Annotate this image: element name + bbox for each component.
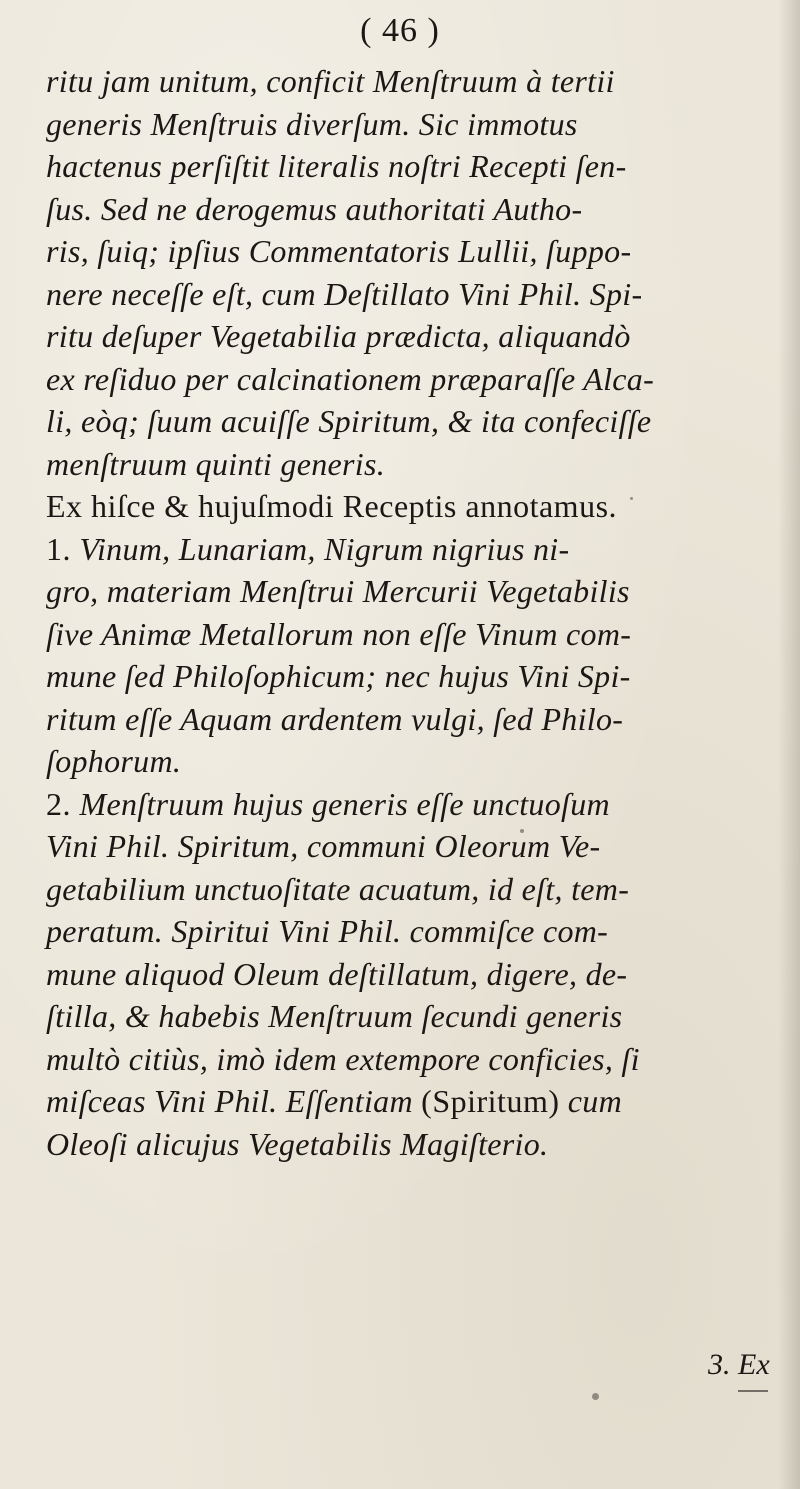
text-line <box>46 188 766 231</box>
text-segment: 1. <box>46 530 80 567</box>
text-segment: ſophorum. <box>46 743 182 779</box>
ink-speck <box>630 497 633 500</box>
text-line <box>46 783 766 826</box>
text-line <box>46 868 766 911</box>
text-line <box>46 1080 766 1123</box>
text-segment: mune ſed Philoſophicum; nec hujus Vini Spi- <box>46 658 631 694</box>
text-line <box>46 1123 766 1166</box>
catchword: 3. Ex <box>708 1348 770 1381</box>
ink-speck <box>592 1393 599 1400</box>
text-line <box>46 613 766 656</box>
ink-speck <box>520 829 524 833</box>
text-segment: gro, materiam Menſtrui Mercurii Vegetabilis <box>46 573 630 609</box>
text-segment: ſive Animæ Metallorum non eſſe Vinum com- <box>46 615 632 652</box>
text-segment: Ex hiſce & hujuſmodi Receptis annotamus. <box>46 488 618 524</box>
text-segment: ris, ſuiq; ipſius Commentatoris Lullii, ſuppo- <box>46 233 632 269</box>
text-line <box>46 315 766 358</box>
text-segment: miſceas Vini Phil. Eſſentiam <box>46 1083 422 1119</box>
text-line <box>46 273 766 316</box>
text-segment: ex reſiduo per calcinationem præparaſſe Alca- <box>46 360 655 397</box>
text-segment: getabilium unctuoſitate acuatum, id eſt, tem- <box>46 870 630 907</box>
text-segment: cum <box>559 1083 622 1119</box>
text-segment: ritu jam unitum, conficit Menſtruum à tertii <box>46 63 615 99</box>
text-line <box>46 740 766 783</box>
text-segment: ritu deſuper Vegetabilia prædicta, aliquandò <box>46 318 631 354</box>
text-segment: (Spiritum) <box>421 1083 560 1119</box>
text-segment: peratum. Spiritui Vini Phil. commiſce com- <box>46 913 609 949</box>
text-segment: li, eòq; ſuum acuiſſe Spiritum, & ita confeciſſe <box>46 403 652 439</box>
text-segment: Menſtruum hujus generis eſſe unctuoſum <box>79 785 610 822</box>
text-line <box>46 570 766 613</box>
text-segment: nere neceſſe eſt, cum Deſtillato Vini Phil. Spi- <box>46 275 643 312</box>
text-line <box>46 1038 766 1081</box>
text-segment: ſtilla, & habebis Menſtruum ſecundi generis <box>46 998 623 1034</box>
text-segment: Vinum, Lunariam, Nigrum nigrius ni- <box>79 530 570 567</box>
text-line <box>46 485 766 528</box>
text-line <box>46 60 766 103</box>
text-line <box>46 655 766 698</box>
text-segment: menſtruum quinti generis. <box>46 445 386 482</box>
text-segment: ritum eſſe Aquam ardentem vulgi, ſed Philo- <box>46 700 624 737</box>
text-line <box>46 825 766 868</box>
text-line <box>46 953 766 996</box>
text-line <box>46 995 766 1038</box>
text-segment: Oleoſi alicujus Vegetabilis Magiſterio. <box>46 1125 549 1162</box>
page-number: ( 46 ) <box>360 12 440 49</box>
text-line <box>46 358 766 401</box>
text-line <box>46 103 766 146</box>
text-segment: hactenus perſiſtit literalis noſtri Recepti ſen- <box>46 148 627 184</box>
text-segment: 2. <box>46 785 80 822</box>
text-line <box>46 698 766 741</box>
page-edge-shadow <box>778 0 800 1489</box>
text-line <box>46 230 766 273</box>
text-segment: Vini Phil. Spiritum, communi Oleorum Ve- <box>46 828 601 864</box>
catchword-rule <box>738 1390 768 1392</box>
text-line <box>46 528 766 571</box>
text-segment: multò citiùs, imò idem extempore conficies, ſi <box>46 1040 640 1077</box>
text-line <box>46 145 766 188</box>
text-segment: mune aliquod Oleum deſtillatum, digere, de- <box>46 955 628 992</box>
text-line <box>46 400 766 443</box>
text-line <box>46 443 766 486</box>
body-text <box>46 60 766 1165</box>
text-segment: ſus. Sed ne derogemus authoritati Autho- <box>46 190 583 227</box>
text-segment: generis Menſtruis diverſum. Sic immotus <box>46 105 578 142</box>
text-line <box>46 910 766 953</box>
